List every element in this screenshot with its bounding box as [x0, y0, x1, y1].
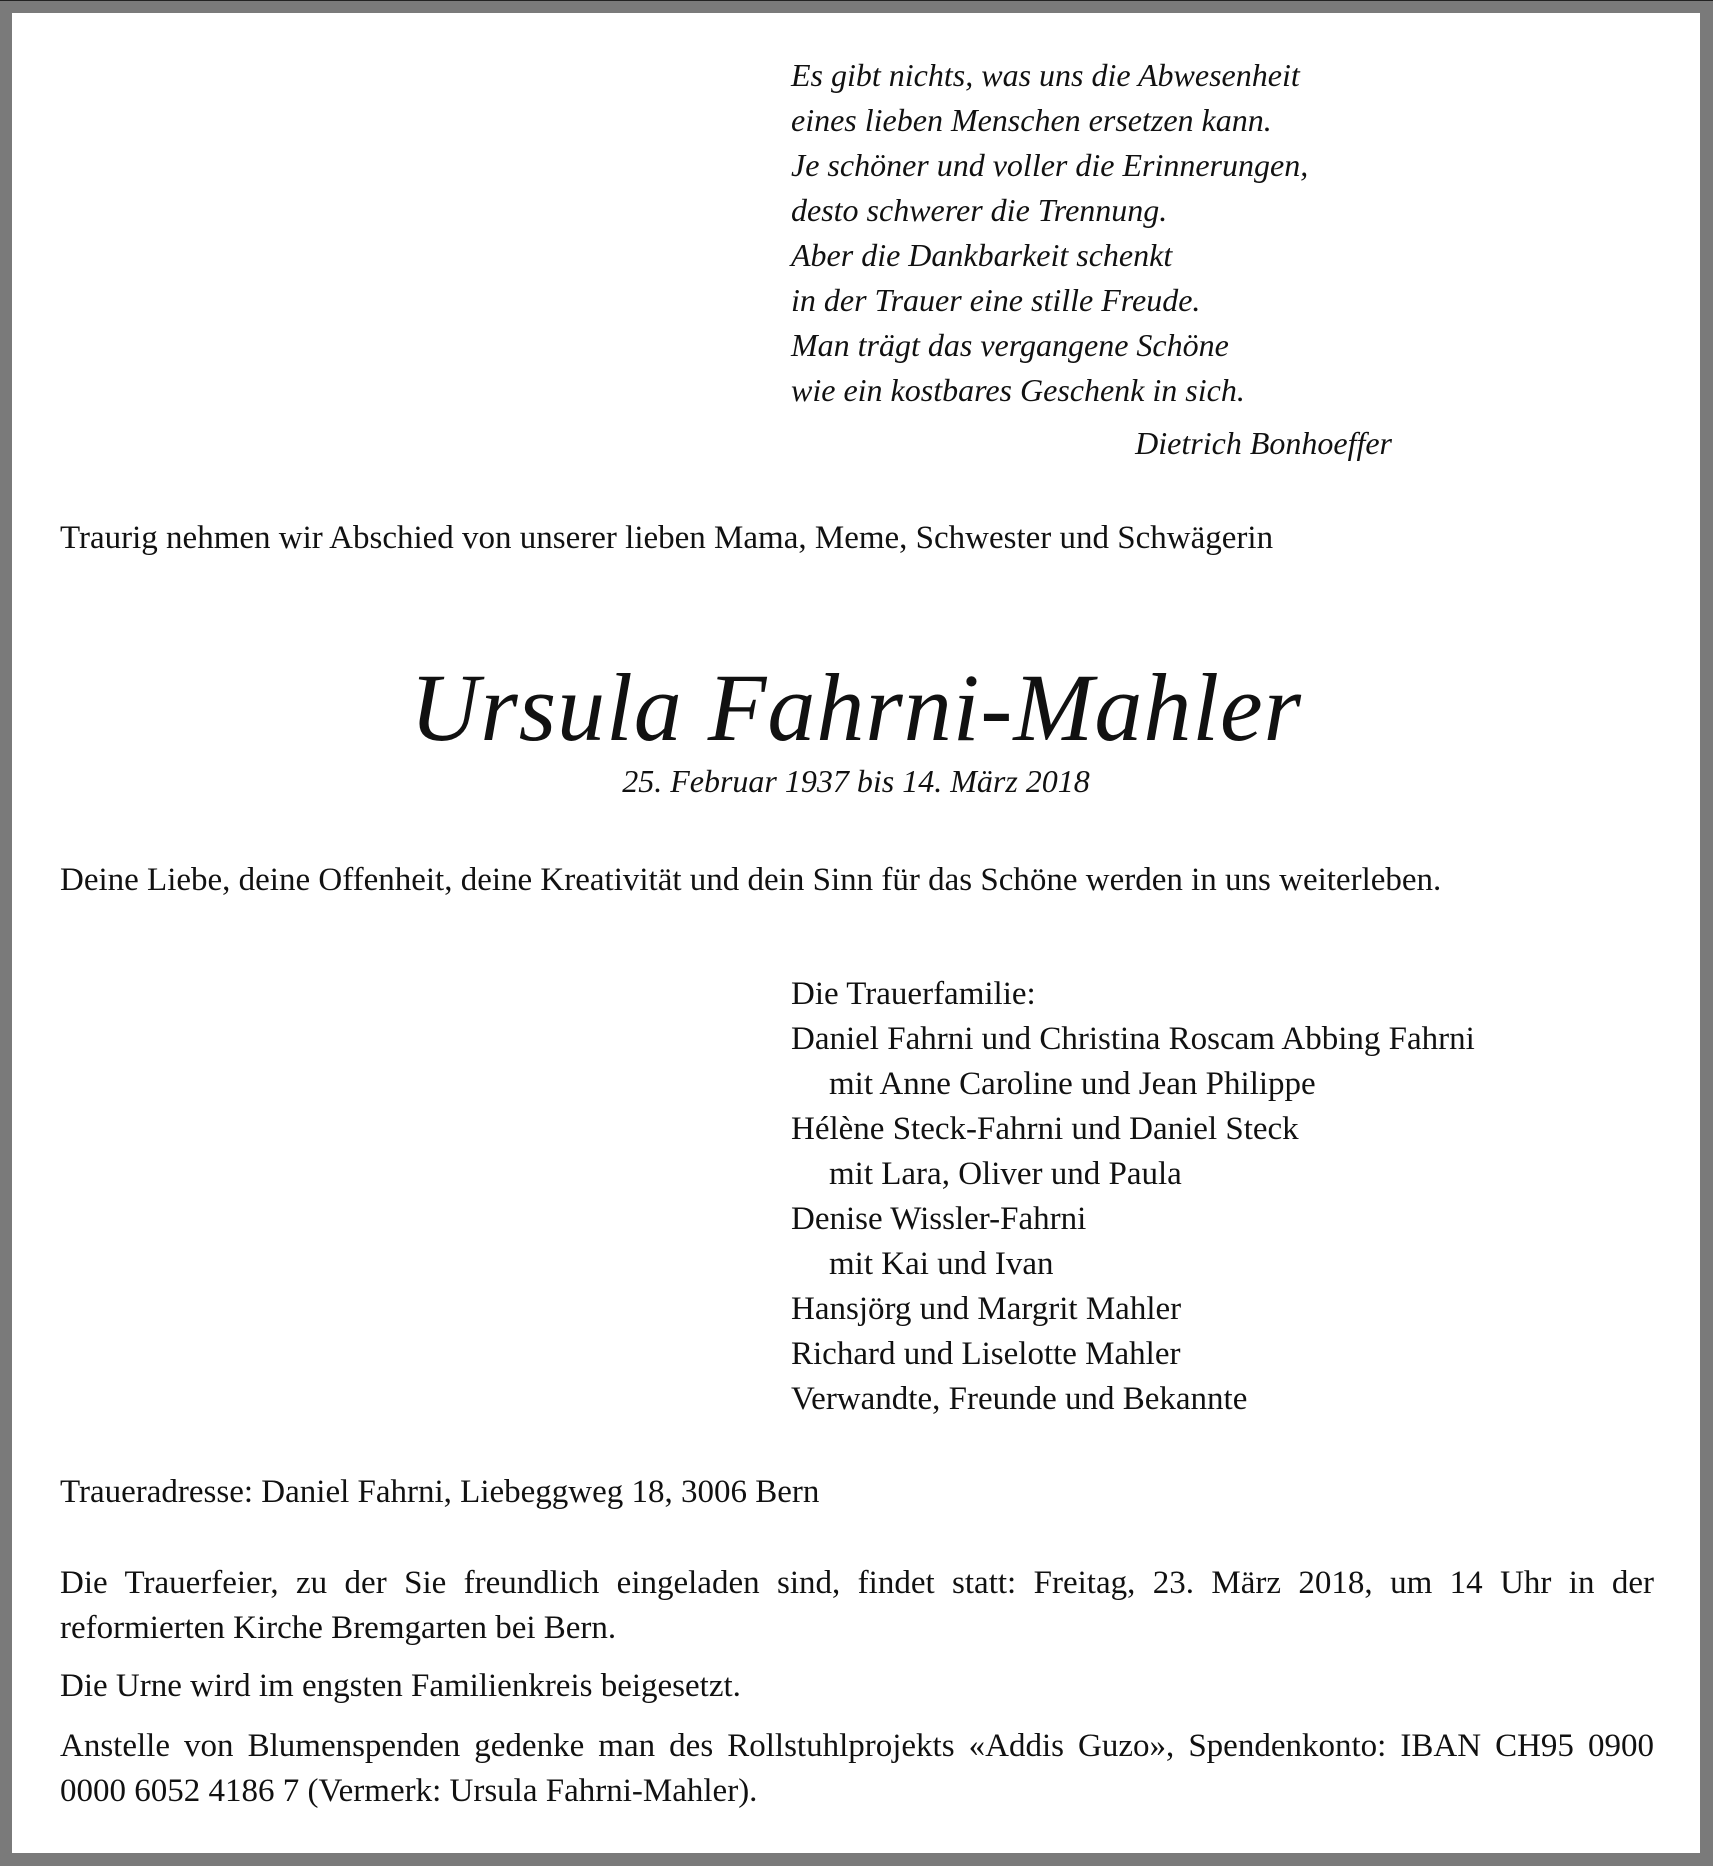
ceremony-text: Die Trauerfeier, zu der Sie freundlich eingeladen sind, findet statt: Freitag, 23. März 2018, um 14 Uhr in der reformierten Kirche Bremgarten bei Bern.: [60, 1565, 1654, 1646]
quote-line: wie ein kostbares Geschenk in sich.: [791, 372, 1245, 408]
life-dates: 25. Februar 1937 bis 14. März 2018: [622, 763, 1090, 799]
quote-line: Aber die Dankbarkeit schenkt: [791, 237, 1173, 273]
quote-line: Je schöner und voller die Erinnerungen,: [791, 147, 1309, 183]
family-line: mit Anne Caroline und Jean Philippe: [829, 1066, 1316, 1102]
quote-line: desto schwerer die Trennung.: [791, 192, 1168, 228]
family-line: Hélène Steck-Fahrni und Daniel Steck: [791, 1111, 1299, 1147]
family-heading: Die Trauerfamilie:: [791, 976, 1036, 1012]
family-line: Hansjörg und Margrit Mahler: [791, 1291, 1182, 1327]
family-line: Richard und Liselotte Mahler: [791, 1336, 1181, 1372]
urn-text: Die Urne wird im engsten Familienkreis beigesetzt.: [60, 1668, 741, 1704]
quote-author: Dietrich Bonhoeffer: [1135, 425, 1392, 461]
quote-line: Es gibt nichts, was uns die Abwesenheit: [791, 57, 1300, 93]
mourning-address: Traueradresse: Daniel Fahrni, Liebeggweg 18, 3006 Bern: [60, 1474, 820, 1510]
family-line: Denise Wissler-Fahrni: [791, 1201, 1087, 1237]
window-top-edge: [0, 0, 1713, 1]
quote-line: in der Trauer eine stille Freude.: [791, 282, 1201, 318]
family-list: [791, 972, 1475, 1422]
quote-line: Man trägt das vergangene Schöne: [791, 327, 1229, 363]
family-line: Verwandte, Freunde und Bekannte: [791, 1381, 1248, 1417]
family-line: mit Kai und Ivan: [829, 1246, 1054, 1282]
tribute-text: Deine Liebe, deine Offenheit, deine Kreativität und dein Sinn für das Schöne werden in uns weiterleben.: [60, 862, 1442, 898]
intro-text: Traurig nehmen wir Abschied von unserer lieben Mama, Meme, Schwester und Schwägerin: [60, 520, 1274, 556]
family-line: mit Lara, Oliver und Paula: [829, 1156, 1182, 1192]
quote-block: [791, 53, 1308, 413]
quote-line: eines lieben Menschen ersetzen kann.: [791, 102, 1272, 138]
deceased-name: Ursula Fahrni-Mahler: [410, 654, 1302, 761]
obituary-page: [12, 13, 1700, 1853]
donation-text: Anstelle von Blumenspenden gedenke man des Rollstuhlprojekts «Addis Guzo», Spendenkonto: IBAN CH95 0900 0000 6052 4186 7 (Vermerk: Ursula Fahrni-Mahler).: [60, 1728, 1654, 1809]
family-line: Daniel Fahrni und Christina Roscam Abbing Fahrni: [791, 1021, 1475, 1057]
